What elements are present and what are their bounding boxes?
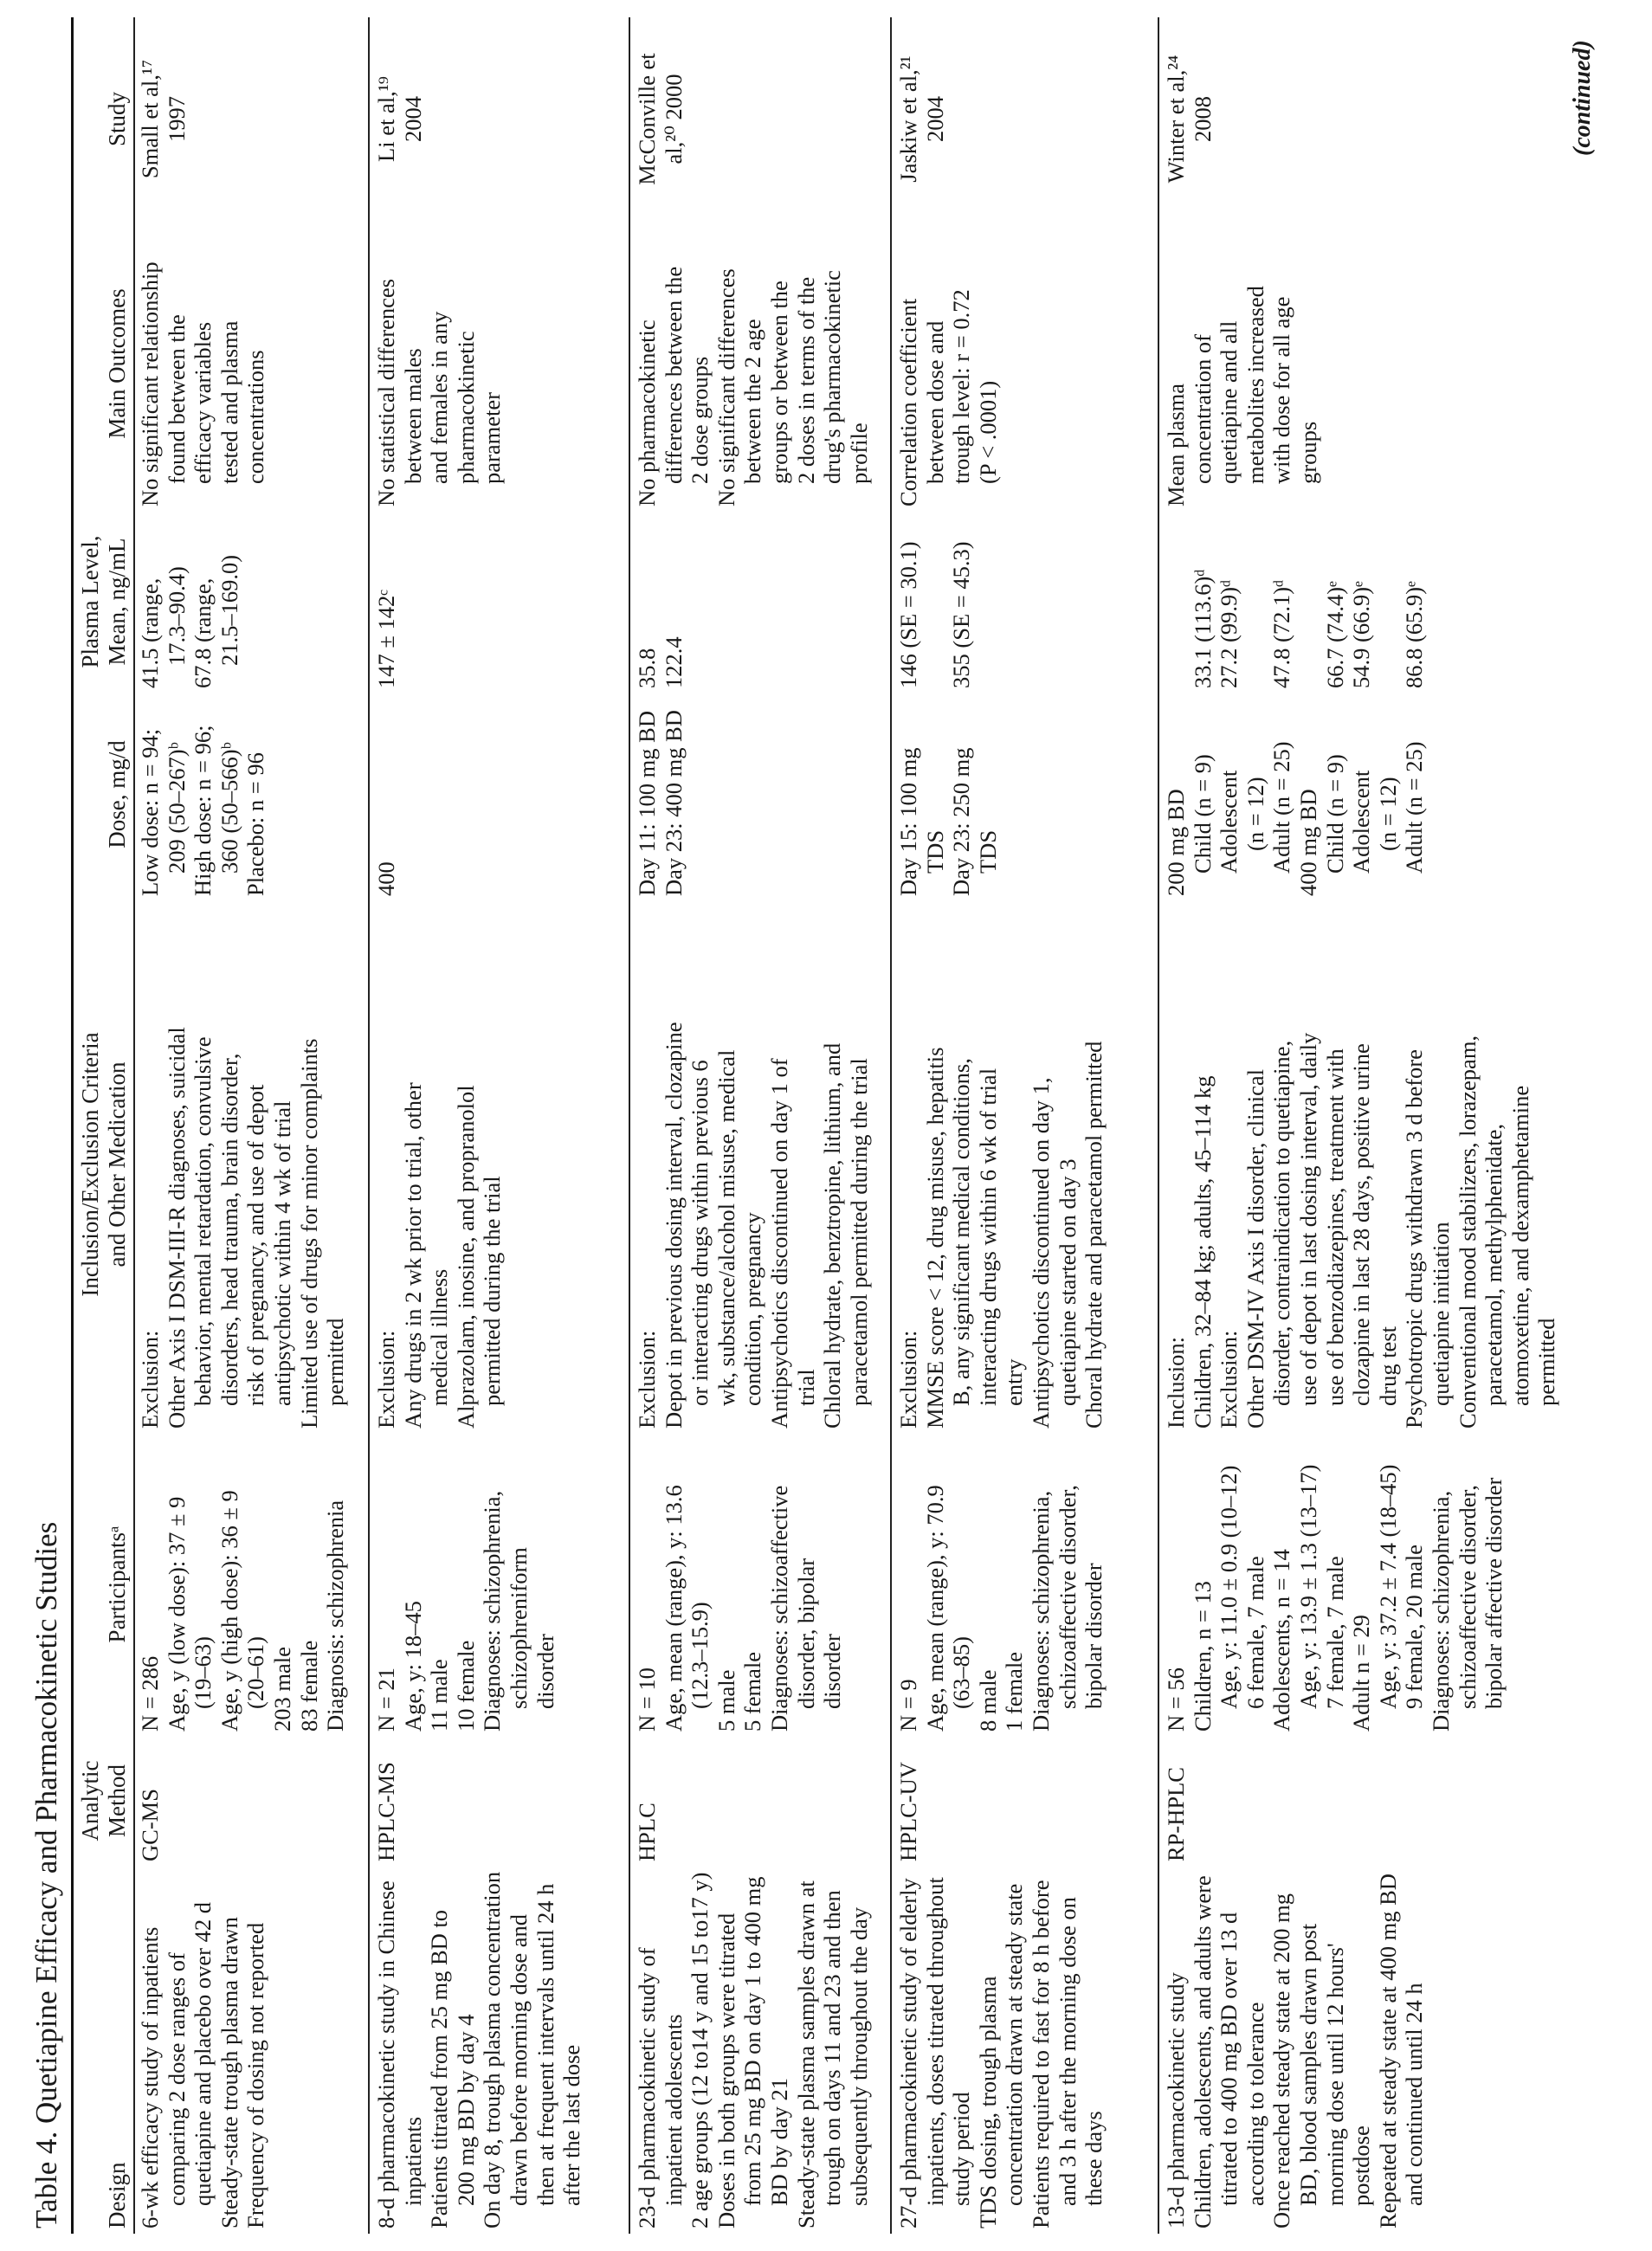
cell-criteria [895, 900, 1107, 1429]
cell-participants [137, 1437, 349, 1732]
top-rule [71, 17, 74, 2234]
cell-plasma [1163, 511, 1428, 688]
cell-line: 360 (50–566)ᵇ [216, 742, 242, 874]
cell-line: No significant differences [713, 268, 739, 506]
cell-line: Children, 32–84 kg; adults, 45–114 kg [1189, 1075, 1216, 1429]
cell-line: Once reached steady state at 200 mg [1268, 1893, 1295, 2228]
cell-outcomes [1163, 221, 1322, 506]
cell-plasma [634, 511, 687, 688]
cell-line: Correlation coefficient [895, 298, 921, 506]
cell-line: groups [1294, 421, 1321, 484]
cell-line: 5 female [739, 1652, 766, 1732]
cell-line: Psychotropic drugs withdrawn 3 d before [1401, 1049, 1428, 1429]
cell-line: groups or between the [765, 281, 792, 484]
cell-line: paracetamol, methylphenidate, [1481, 1124, 1507, 1406]
cell-line: and 3 h after the morning dose on [1054, 1897, 1081, 2206]
cell-line [1375, 511, 1402, 688]
cell-line: disorder [532, 1634, 558, 1709]
cell-line: Conventional mood stabilizers, lorazepam, [1454, 1035, 1481, 1429]
cell-line: study period [948, 2092, 975, 2206]
cell-line: 86.8 (65.9)ᵉ [1401, 581, 1428, 688]
cell-line: Antipsychotics discontinued on day 1, [1027, 1077, 1054, 1429]
cell-line: then at frequent intervals until 24 h [532, 1883, 558, 2206]
cell-line: 1997 [163, 96, 190, 142]
cell-line: (n = 12) [1374, 777, 1401, 851]
cell-line: entry [1001, 1358, 1028, 1406]
cell-dose [895, 693, 1001, 896]
cell-line: drug's pharmacokinetic [819, 270, 846, 484]
cell-line: quetiapine and all [1216, 320, 1242, 484]
cell-line: Limited use of drugs for minor complaints [295, 1038, 322, 1429]
cell-line: No pharmacokinetic [634, 319, 660, 506]
cell-line: 5 male [713, 1669, 739, 1732]
cell-line: B, any significant medical conditions, [948, 1058, 975, 1406]
cell-line: 8 male [974, 1669, 1001, 1732]
cell-line: Doses in both groups were titrated [713, 1912, 739, 2228]
cell-line: inpatients, doses titrated throughout [921, 1877, 948, 2206]
cell-line: 41.5 (range, [137, 577, 163, 688]
cell-line: Placebo: n = 96 [242, 752, 269, 896]
cell-line: GC-MS [137, 1789, 163, 1861]
cell-line: 2004 [921, 96, 948, 142]
cell-participants [895, 1437, 1107, 1732]
cell-line: N = 56 [1163, 1667, 1189, 1732]
cell-line: Adolescent [1348, 770, 1375, 874]
cell-line: Age, mean (range), y: 70.9 [921, 1485, 948, 1732]
header-analytic-line2: Method [104, 1764, 130, 1837]
cell-method [1163, 1740, 1190, 1861]
cell-line: Frequency of dosing not reported [242, 1922, 269, 2228]
cell-line: bipolar disorder [1081, 1563, 1107, 1709]
continued-label: (continued) [1569, 40, 1596, 156]
row-divider [890, 17, 892, 2234]
cell-dose [1163, 693, 1428, 896]
cell-line: use of depot in last dosing interval, daily [1294, 1032, 1321, 1406]
cell-line: Low dose: n = 94; [137, 728, 163, 896]
cell-line: Age, y: 13.9 ± 1.3 (13–17) [1294, 1464, 1321, 1709]
cell-line: 146 (SE = 30.1) [895, 541, 921, 688]
cell-line: Other Axis I DSM-III-R diagnoses, suicidal [163, 1027, 190, 1429]
cell-method [895, 1740, 922, 1861]
cell-line: 147 ± 142ᶜ [373, 589, 399, 688]
cell-line: McConville et [634, 53, 660, 185]
cell-dose [373, 693, 400, 896]
cell-line: 122.4 [660, 636, 687, 688]
cell-criteria [634, 900, 872, 1429]
cell-line: 83 female [295, 1640, 322, 1732]
cell-line: with dose for all age [1268, 296, 1295, 484]
cell-line: postdose [1348, 2125, 1375, 2206]
cell-line: N = 21 [373, 1667, 399, 1732]
cell-line: between the 2 age [739, 319, 766, 484]
cell-line: Age, mean (range), y: 13.6 [660, 1485, 687, 1732]
cell-line: 27.2 (99.9)ᵈ [1216, 579, 1242, 688]
cell-line: Any drugs in 2 wk prior to trial, other [399, 1082, 426, 1429]
cell-line: Age, y: 18–45 [399, 1601, 426, 1732]
cell-line: paracetamol permitted during the trial [845, 1058, 872, 1406]
cell-line: Choral hydrate and paracetamol permitted [1081, 1041, 1107, 1429]
cell-line: inpatients [399, 2116, 426, 2206]
header-plasma-line1: Plasma Level, [77, 535, 103, 668]
cell-line: 2 age groups (12 to14 y and 15 to17 y) [687, 1872, 713, 2228]
cell-line [1242, 511, 1269, 688]
cell-design [634, 1867, 872, 2228]
cell-line: atomoxetine, and dexamphetamine [1507, 1085, 1533, 1406]
cell-design [1163, 1867, 1428, 2228]
cell-design [373, 1867, 585, 2228]
cell-line: Mean plasma [1163, 383, 1189, 506]
cell-line: Age, y: 11.0 ± 0.9 (10–12) [1216, 1465, 1242, 1709]
cell-line: metabolites increased [1242, 286, 1268, 484]
cell-line: schizoaffective disorder, [1454, 1485, 1481, 1709]
cell-line: titrated to 400 mg BD over 13 d [1216, 1912, 1242, 2206]
cell-line: efficacy variables [190, 321, 216, 484]
cell-line: TDS [921, 829, 948, 874]
row-divider [1158, 17, 1159, 2234]
header-design: Design [104, 2162, 130, 2228]
cell-line: Depot in previous dosing interval, clozapine [660, 1022, 687, 1429]
cell-line: Children, adolescents, and adults were [1189, 1875, 1216, 2228]
cell-line: 200 mg BD [1163, 789, 1189, 896]
cell-line: Children, n = 13 [1189, 1581, 1216, 1732]
header-plasma-line2: Mean, ng/mL [104, 538, 130, 666]
cell-line: subsequently throughout the day [845, 1906, 872, 2206]
cell-line: 66.7 (74.4)ᵉ [1321, 581, 1348, 688]
cell-line: risk of pregnancy, and use of depot [242, 1084, 269, 1406]
cell-line: permitted [322, 1318, 349, 1406]
row-divider [629, 17, 630, 2234]
cell-line: Adolescents, n = 14 [1268, 1549, 1295, 1732]
cell-line: Diagnosis: schizophrenia [322, 1500, 349, 1732]
cell-study [137, 22, 190, 216]
cell-line: Child (n = 9) [1189, 754, 1216, 874]
header-participants: Participantsᵃ [104, 1525, 130, 1643]
cell-line: Day 23: 250 mg [948, 747, 975, 896]
cell-line: Antipsychotics discontinued on day 1 of [765, 1058, 792, 1429]
cell-participants [634, 1437, 846, 1732]
cell-outcomes [895, 221, 1001, 506]
cell-line: 6-wk efficacy study of inpatients [137, 1926, 163, 2228]
cell-line: schizoaffective disorder, [1054, 1485, 1081, 1709]
cell-line: Exclusion: [137, 1330, 163, 1429]
cell-line: bipolar affective disorder [1481, 1477, 1507, 1709]
cell-line: (19–63) [190, 1636, 216, 1709]
cell-line: Exclusion: [895, 1330, 921, 1429]
cell-line: Exclusion: [634, 1330, 660, 1429]
cell-line: 2004 [399, 96, 426, 142]
cell-line [922, 511, 949, 688]
cell-line: 200 mg BD by day 4 [452, 2014, 479, 2206]
cell-line: trough on days 11 and 23 and then [819, 1890, 846, 2206]
cell-method [373, 1740, 400, 1861]
cell-line: (20–61) [242, 1636, 269, 1709]
cell-line: or interacting drugs within previous 6 [687, 1060, 713, 1406]
cell-line: and continued until 24 h [1401, 1983, 1428, 2206]
cell-study [634, 22, 687, 216]
cell-line: 8-d pharmacokinetic study in Chinese [373, 1880, 399, 2228]
cell-line: Patients required to fast for 8 h before [1027, 1880, 1054, 2228]
cell-line: drug test [1374, 1326, 1401, 1406]
cell-line: disorder [819, 1634, 846, 1709]
table-title: Table 4. Quetiapine Efficacy and Pharmacokinetic Studies [29, 1521, 63, 2228]
cell-line: 7 female, 7 male [1321, 1556, 1348, 1709]
cell-line: 67.8 (range, [190, 577, 216, 688]
cell-outcomes [373, 221, 506, 506]
cell-line: wk, substance/alcohol misuse, medical [713, 1049, 739, 1406]
cell-line: 47.8 (72.1)ᵈ [1268, 579, 1295, 688]
cell-line: Diagnoses: schizoaffective [765, 1485, 792, 1732]
header-study: Study [104, 91, 130, 147]
cell-line: N = 10 [634, 1667, 660, 1732]
cell-participants [1163, 1437, 1507, 1732]
cell-line: permitted during the trial [479, 1176, 506, 1406]
header-criteria-line2: and Other Medication [104, 1061, 130, 1267]
cell-line: trough level: r = 0.72 [948, 289, 975, 484]
cell-line: 54.9 (66.9)ᵉ [1348, 581, 1375, 688]
cell-line: quetiapine started on day 3 [1054, 1158, 1081, 1406]
cell-line: between dose and [921, 320, 948, 484]
cell-line: between males [399, 348, 426, 484]
cell-line: inpatient adolescents [660, 2014, 687, 2206]
cell-line: 2 doses in terms of the [792, 276, 819, 484]
cell-line: use of benzodiazepines, treatment with [1321, 1048, 1348, 1406]
cell-line: Adult n = 29 [1348, 1615, 1375, 1732]
cell-criteria [1163, 900, 1560, 1429]
cell-line: 6 female, 7 male [1242, 1556, 1268, 1709]
cell-line: clozapine in last 28 days, positive urine [1348, 1043, 1375, 1406]
cell-line: Adult (n = 25) [1401, 741, 1428, 874]
cell-line: Age, y (high dose): 36 ± 9 [216, 1490, 242, 1732]
cell-line: BD by day 21 [765, 2078, 792, 2206]
cell-line: 400 [373, 861, 399, 896]
cell-design [137, 1867, 269, 2228]
cell-line: 23-d pharmacokinetic study of [634, 1947, 660, 2228]
header-analytic-line1: Analytic [77, 1760, 103, 1841]
cell-line: medical illness [426, 1268, 453, 1406]
cell-line: after the last dose [558, 2044, 585, 2206]
header-criteria-line1: Inclusion/Exclusion Criteria [77, 1032, 103, 1297]
cell-line: Chloral hydrate, benztropine, lithium, and [819, 1042, 846, 1429]
cell-line: disorders, head trauma, brain disorder, [216, 1053, 242, 1406]
cell-line: morning dose until 12 hours' [1321, 1943, 1348, 2206]
cell-line: interacting drugs within 6 wk of trial [974, 1067, 1001, 1406]
cell-participants [373, 1437, 558, 1732]
cell-line: HPLC-UV [895, 1762, 921, 1861]
cell-line: Li et al,¹⁹ [373, 76, 399, 162]
cell-outcomes [634, 221, 872, 506]
cell-line: N = 286 [137, 1655, 163, 1732]
cell-line: Age, y (low dose): 37 ± 9 [163, 1496, 190, 1732]
cell-line: found between the [163, 314, 190, 484]
cell-line: 13-d pharmacokinetic study [1163, 1972, 1189, 2228]
cell-line: condition, pregnancy [739, 1212, 766, 1406]
cell-line: quetiapine and placebo over 42 d [190, 1902, 216, 2206]
cell-criteria [137, 900, 349, 1429]
cell-line: pharmacokinetic [452, 331, 479, 484]
cell-line: schizophreniform [505, 1547, 532, 1709]
cell-line: 209 (50–267)ᵇ [163, 742, 190, 874]
cell-design [895, 1867, 1107, 2228]
cell-line: al,²⁰ 2000 [660, 74, 687, 164]
cell-line: On day 8, trough plasma concentration [479, 1871, 506, 2228]
cell-line: High dose: n = 96; [190, 725, 216, 896]
cell-line: 27-d pharmacokinetic study of elderly [895, 1878, 921, 2228]
cell-line: Age, y: 37.2 ± 7.4 (18–45) [1374, 1464, 1401, 1709]
cell-study [373, 22, 426, 216]
cell-line: 2008 [1189, 96, 1216, 142]
cell-line: behavior, mental retardation, convulsive [190, 1036, 216, 1406]
cell-line: these days [1081, 2111, 1107, 2206]
cell-method [137, 1740, 164, 1861]
cell-line: 35.8 [634, 648, 660, 688]
cell-line: Other DSM-IV Axis I disorder, clinical [1242, 1068, 1268, 1429]
cell-line: Winter et al,²⁴ [1163, 55, 1189, 184]
header-dose: Dose, mg/d [104, 740, 130, 848]
cell-line: HPLC-MS [373, 1762, 399, 1861]
cell-line: according to tolerance [1242, 2002, 1268, 2206]
cell-line: Alprazolam, inosine, and propranolol [452, 1085, 479, 1429]
header-plasma-level [77, 515, 131, 688]
cell-line: TDS dosing, trough plasma [974, 1976, 1001, 2228]
cell-line: Diagnoses: schizophrenia, [1427, 1490, 1454, 1732]
cell-line: Diagnoses: schizophrenia, [1027, 1490, 1054, 1732]
cell-line: BD, blood samples drawn post [1294, 1923, 1321, 2206]
cell-line: Patients titrated from 25 mg BD to [426, 1909, 453, 2228]
cell-line: TDS [974, 829, 1001, 874]
cell-line: Day 23: 400 mg BD [660, 710, 687, 896]
cell-line: trial [792, 1369, 819, 1406]
cell-line: (P < .0001) [974, 380, 1001, 484]
cell-line: antipsychotic within 4 wk of trial [268, 1100, 295, 1406]
cell-study [1163, 22, 1216, 216]
cell-method [634, 1740, 661, 1861]
cell-line: 21.5–169.0) [216, 554, 242, 666]
cell-line: Adolescent [1216, 770, 1242, 874]
header-criteria [77, 900, 131, 1429]
cell-plasma [373, 511, 400, 688]
cell-line: concentration drawn at steady state [1001, 1883, 1028, 2206]
cell-line: 17.3–90.4) [163, 566, 190, 666]
cell-line: Small et al,¹⁷ [137, 59, 163, 179]
cell-line: 203 male [268, 1647, 295, 1732]
rotated-table [29, 17, 1605, 2234]
cell-line: N = 9 [895, 1679, 921, 1732]
cell-line: concentrations [242, 350, 269, 484]
cell-line: permitted [1533, 1318, 1560, 1406]
cell-criteria [373, 900, 506, 1429]
cell-line: concentration of [1189, 334, 1216, 484]
cell-line: 10 female [452, 1640, 479, 1732]
cell-line: Steady-state plasma samples drawn at [792, 1880, 819, 2228]
cell-line: 400 mg BD [1294, 789, 1321, 896]
cell-line: 1 female [1001, 1652, 1028, 1732]
header-analytic-method [77, 1740, 131, 1861]
cell-line: quetiapine initiation [1427, 1222, 1454, 1406]
cell-line: (n = 12) [1242, 777, 1268, 851]
cell-line: 33.1 (113.6)ᵈ [1189, 569, 1216, 688]
cell-plasma [137, 511, 242, 688]
row-divider [368, 17, 370, 2234]
cell-line: MMSE score < 12, drug misuse, hepatitis [921, 1047, 948, 1429]
cell-line [1295, 511, 1322, 688]
cell-line: tested and plasma [216, 320, 242, 484]
cell-line: No significant relationship [137, 261, 163, 506]
cell-line: Inclusion: [1163, 1337, 1189, 1429]
cell-line: disorder, contraindication to quetiapine, [1268, 1040, 1295, 1406]
cell-line: Day 11: 100 mg BD [634, 711, 660, 896]
cell-line: 355 (SE = 45.3) [948, 541, 975, 688]
cell-line: (12.3–15.9) [687, 1602, 713, 1709]
cell-line: parameter [479, 392, 506, 484]
cell-line: Jaskiw et al,²¹ [895, 55, 921, 183]
cell-line: No statistical differences [373, 279, 399, 506]
cell-outcomes [137, 221, 269, 506]
cell-line: Diagnoses: schizophrenia, [479, 1490, 506, 1732]
cell-line: Repeated at steady state at 400 mg BD [1374, 1874, 1401, 2228]
header-rule [133, 17, 135, 2234]
cell-plasma [895, 511, 975, 688]
cell-line: comparing 2 dose ranges of [163, 1952, 190, 2206]
cell-line: Exclusion: [373, 1330, 399, 1429]
cell-line: Steady-state trough plasma drawn [216, 1917, 242, 2228]
cell-line [1163, 511, 1190, 688]
cell-line: 2 dose groups [687, 356, 713, 484]
cell-line: profile [845, 422, 872, 484]
cell-line: and females in any [426, 311, 453, 484]
cell-line: (63–85) [948, 1636, 975, 1709]
header-main-outcomes: Main Outcomes [104, 288, 130, 439]
cell-line: HPLC [634, 1803, 660, 1861]
cell-line: Child (n = 9) [1321, 754, 1348, 874]
cell-line: Day 15: 100 mg [895, 747, 921, 896]
cell-line: Adult (n = 25) [1268, 741, 1295, 874]
cell-line: from 25 mg BD on day 1 to 400 mg [739, 1876, 766, 2206]
cell-line: RP-HPLC [1163, 1767, 1189, 1861]
cell-dose [137, 693, 269, 896]
cell-line: drawn before morning dose and [505, 1913, 532, 2206]
cell-study [895, 22, 948, 216]
cell-line: differences between the [660, 266, 687, 484]
cell-line: 11 male [426, 1659, 453, 1732]
cell-dose [634, 693, 687, 896]
cell-line: disorder, bipolar [792, 1558, 819, 1709]
cell-line: Exclusion: [1216, 1330, 1242, 1429]
cell-line: 9 female, 20 male [1401, 1545, 1428, 1709]
